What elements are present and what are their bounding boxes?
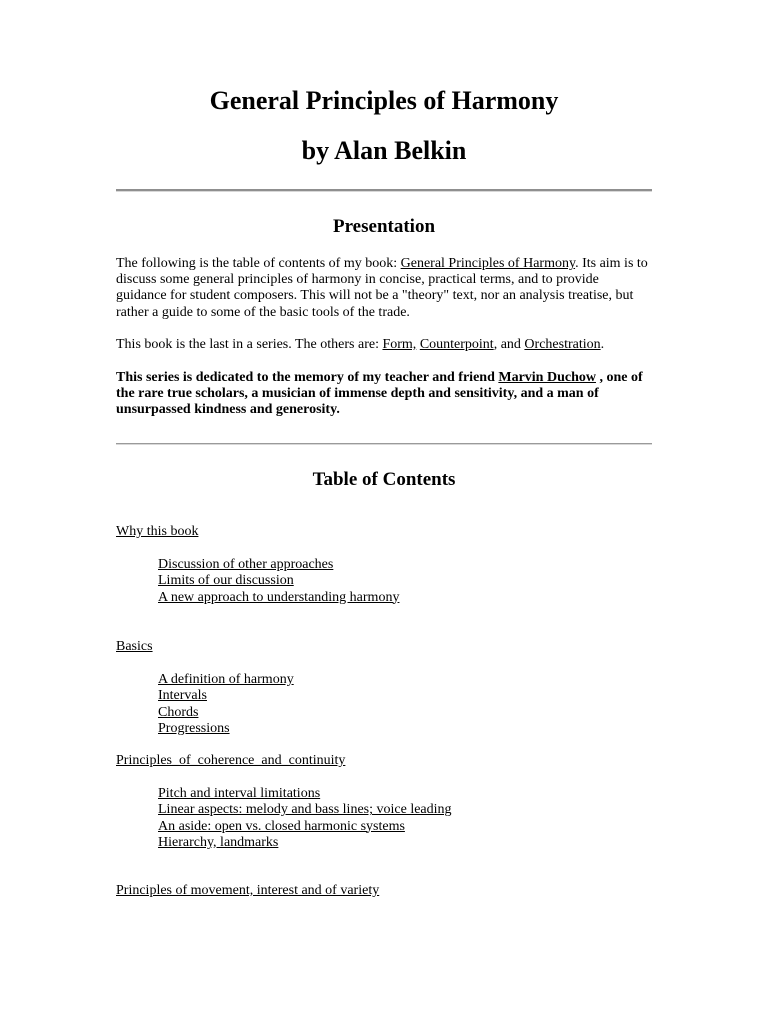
- book-link[interactable]: General Principles of Harmony: [400, 256, 576, 271]
- toc-sublink[interactable]: A definition of harmony: [158, 672, 294, 687]
- toc-section-basics: [116, 639, 153, 655]
- toc-link[interactable]: Principles of movement, interest and of variety: [116, 883, 380, 898]
- toc-sublink[interactable]: A new approach to understanding harmony: [158, 589, 400, 605]
- intro-text-before: The following is the table of contents of my book:: [116, 256, 401, 271]
- toc-sublink[interactable]: Progressions: [158, 720, 230, 736]
- series-separator: , and: [493, 337, 525, 352]
- toc-sublink[interactable]: Linear aspects: melody and bass lines; voice leading: [158, 802, 452, 818]
- toc-sublink[interactable]: Pitch and interval limitations: [158, 786, 321, 801]
- toc-sublink[interactable]: Hierarchy, landmarks: [158, 834, 279, 850]
- toc-link[interactable]: Principles_of_coherence_and_continuity: [116, 753, 346, 768]
- intro-paragraph: [116, 256, 652, 321]
- toc-sublink[interactable]: Discussion of other approaches: [158, 557, 334, 572]
- dedication-text-before: This series is dedicated to the memory of my teacher and friend: [116, 370, 499, 385]
- orchestration-link[interactable]: Orchestration: [524, 337, 601, 352]
- toc-sublink[interactable]: An aside: open vs. closed harmonic systems: [158, 818, 405, 834]
- marvin-duchow-link[interactable]: Marvin Duchow: [498, 370, 596, 385]
- dedication-paragraph: [116, 370, 652, 419]
- toc-section-why-this-book: [116, 524, 198, 540]
- horizontal-rule: [116, 189, 652, 192]
- author-line: by Alan Belkin: [301, 136, 467, 165]
- toc-section-movement: [116, 883, 379, 899]
- toc-section-coherence: [116, 753, 345, 769]
- series-text-after: .: [600, 337, 605, 352]
- counterpoint-link[interactable]: Counterpoint: [419, 337, 494, 352]
- form-link[interactable]: Form,: [382, 337, 417, 352]
- series-text-before: This book is the last in a series. The others are:: [116, 337, 383, 352]
- toc-sublink[interactable]: Chords: [158, 704, 199, 720]
- toc-subsection-list: [158, 786, 452, 851]
- series-paragraph: [116, 337, 652, 353]
- toc-sublink[interactable]: Limits of our discussion: [158, 573, 294, 589]
- toc-subsection-list: [158, 557, 399, 606]
- presentation-heading: Presentation: [332, 216, 436, 237]
- toc-link[interactable]: Why this book: [116, 524, 199, 539]
- toc-heading: Table of Contents: [312, 469, 456, 490]
- toc-subsection-list: [158, 672, 294, 737]
- toc-link[interactable]: Basics: [116, 639, 153, 654]
- dedication-text-after: , one of the rare true scholars, a musician of immense depth and sensitivity, and a man of unsurpassed kindness and generosity.: [116, 370, 643, 418]
- book-title: General Principles of Harmony: [209, 86, 559, 115]
- horizontal-rule: [116, 443, 652, 445]
- intro-text-after: . Its aim is to discuss some general principles of harmony in concise, practical terms, and to provide guidance for student composers. This will not be a "theory" text, nor an analysis treatise, but rather a guide to some of the basic tools of the trade.: [116, 256, 648, 320]
- toc-sublink[interactable]: Intervals: [158, 688, 207, 704]
